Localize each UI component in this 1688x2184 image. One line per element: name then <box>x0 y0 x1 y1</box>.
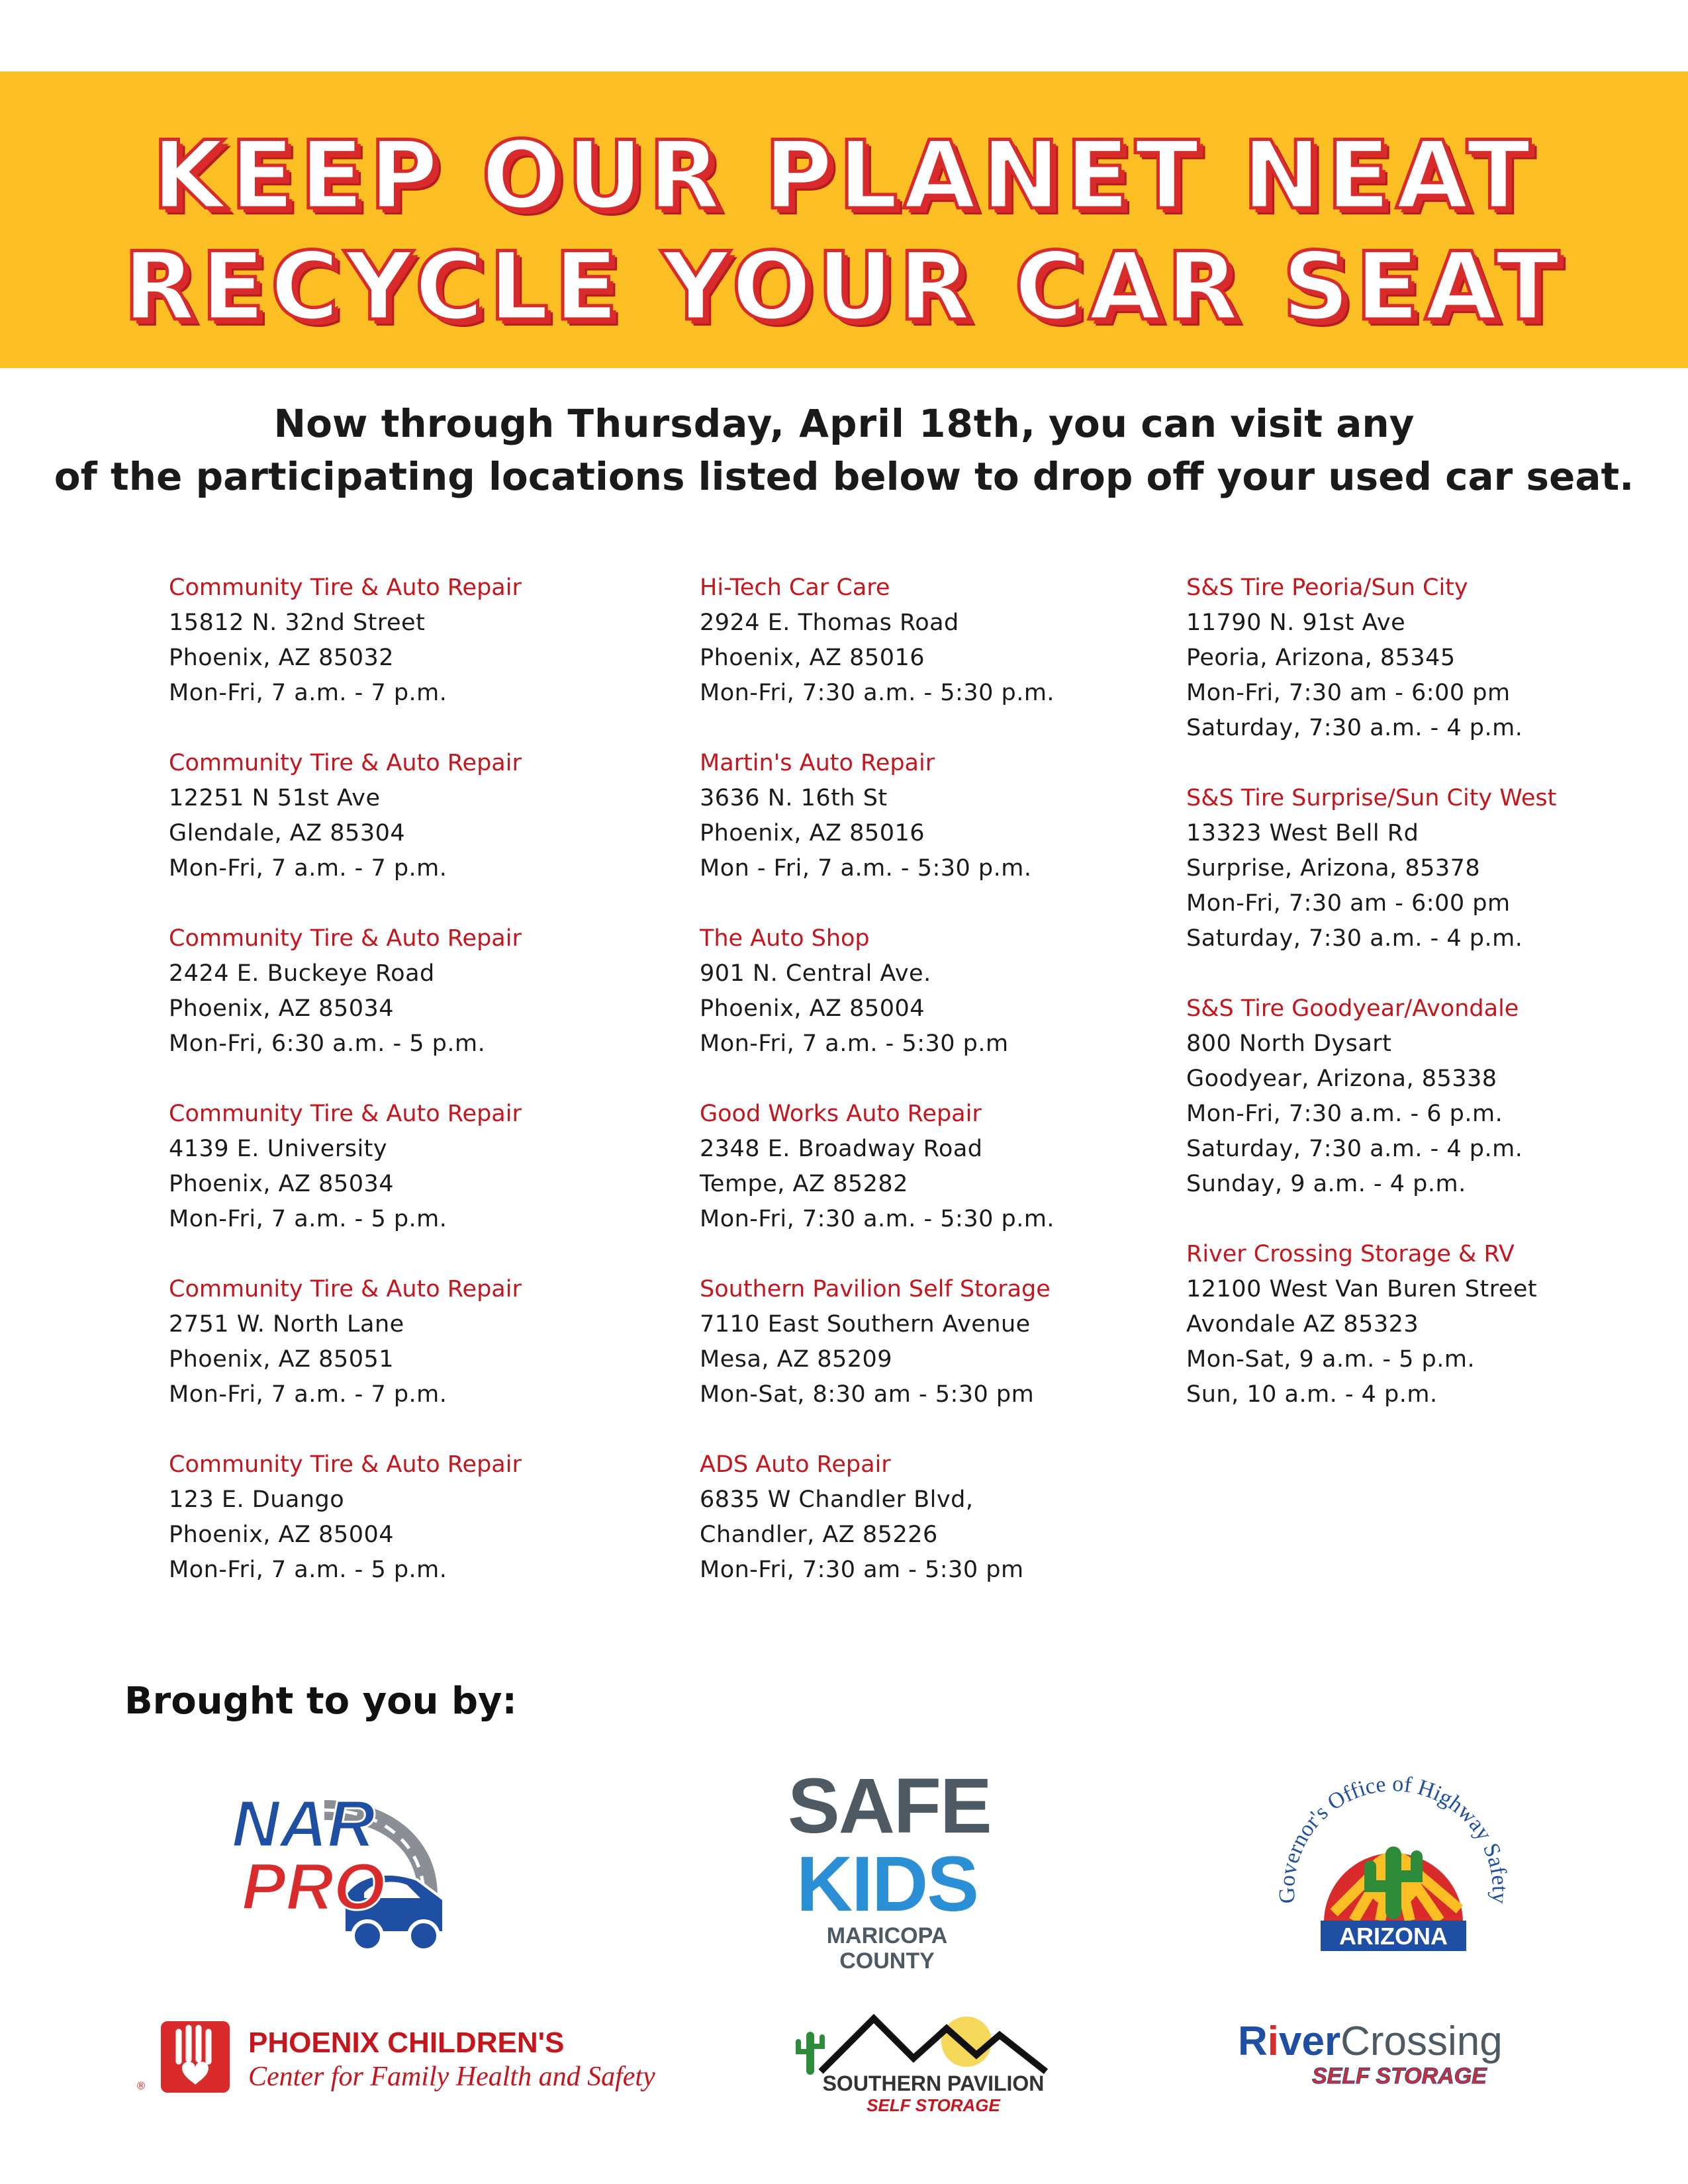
location-city: Phoenix, AZ 85034 <box>169 1171 394 1197</box>
location-address: 901 N. Central Ave. <box>700 960 931 987</box>
location-address: 2751 W. North Lane <box>169 1311 404 1338</box>
location-name: Community Tire & Auto Repair <box>169 1276 522 1302</box>
river-crossing-logo <box>1238 2019 1549 2098</box>
location-name: S&S Tire Surprise/Sun City West <box>1186 785 1557 811</box>
banner-line-1: KEEP OUR PLANET NEAT <box>152 121 1536 230</box>
safekids-county: COUNTY <box>839 1948 935 1974</box>
southern-pavilion-subtitle: SELF STORAGE <box>867 2095 1000 2115</box>
location-hours: Saturday, 7:30 a.m. - 4 p.m. <box>1186 1136 1523 1162</box>
location-address: 7110 East Southern Avenue <box>700 1311 1031 1338</box>
location-entry <box>169 1272 522 1412</box>
narpro-logo <box>225 1774 463 1972</box>
location-address: 12100 West Van Buren Street <box>1186 1276 1538 1302</box>
location-address: 3636 N. 16th St <box>700 785 888 811</box>
river-crossing-text: Crossing <box>1340 2019 1503 2064</box>
location-address: 800 North Dysart <box>1186 1030 1392 1057</box>
location-entry <box>1186 570 1556 746</box>
location-hours: Mon - Fri, 7 a.m. - 5:30 p.m. <box>700 855 1032 882</box>
location-city: Phoenix, AZ 85032 <box>169 645 394 671</box>
narpro-text-nar: NAR <box>232 1787 375 1861</box>
highway-safety-ring-text: Governor's Office of Highway Safety <box>1274 1771 1513 1905</box>
location-entry <box>700 921 1055 1062</box>
location-hours: Mon-Fri, 7:30 am - 5:30 pm <box>700 1557 1024 1583</box>
location-name: Hi-Tech Car Care <box>700 574 890 601</box>
location-name: Southern Pavilion Self Storage <box>700 1276 1051 1302</box>
river-letter-i: i <box>1267 2019 1280 2064</box>
location-entry <box>1186 781 1556 956</box>
banner-line-2: RECYCLE YOUR CAR SEAT <box>123 232 1565 341</box>
location-entry <box>1186 991 1556 1202</box>
phoenix-childrens-name: PHOENIX CHILDREN'S <box>248 2026 565 2059</box>
intro-text <box>0 397 1688 503</box>
intro-line-1 <box>0 397 1688 450</box>
location-name: Community Tire & Auto Repair <box>169 1101 522 1127</box>
river-crossing-wordmark <box>1238 2019 1503 2065</box>
location-address: 4139 E. University <box>169 1136 388 1162</box>
safekids-safe: SAFE <box>788 1762 991 1850</box>
location-city: Goodyear, Arizona, 85338 <box>1186 1066 1497 1092</box>
locations-column-2 <box>700 570 1055 1623</box>
location-name: River Crossing Storage & RV <box>1186 1241 1515 1267</box>
location-city: Phoenix, AZ 85051 <box>169 1346 394 1373</box>
location-entry <box>169 1097 522 1237</box>
location-address: 6835 W Chandler Blvd, <box>700 1486 974 1513</box>
location-hours: Mon-Fri, 7 a.m. - 5 p.m. <box>169 1206 447 1232</box>
mountain-sun-icon <box>794 2005 1072 2078</box>
location-name: Good Works Auto Repair <box>700 1101 982 1127</box>
intro-prefix: Now through <box>273 401 568 446</box>
location-address: 15812 N. 32nd Street <box>169 610 426 636</box>
location-name: S&S Tire Peoria/Sun City <box>1186 574 1468 601</box>
narpro-road-car-icon <box>225 1774 463 1972</box>
location-city: Phoenix, AZ 85034 <box>169 995 394 1022</box>
phoenix-childrens-logo <box>136 2019 718 2098</box>
arizona-text: ARIZONA <box>1339 1923 1448 1950</box>
location-entry <box>700 746 1055 886</box>
location-city: Peoria, Arizona, 85345 <box>1186 645 1456 671</box>
river-letters-ver: ver <box>1279 2019 1341 2064</box>
intro-suffix: , you can visit any <box>1020 401 1415 446</box>
phoenix-childrens-subtitle: Center for Family Health and Safety <box>248 2062 655 2092</box>
location-entry <box>700 1447 1055 1588</box>
location-hours: Sunday, 9 a.m. - 4 p.m. <box>1186 1171 1466 1197</box>
location-name: ADS Auto Repair <box>700 1451 891 1478</box>
intro-line-2: of the participating locations listed below to drop off your used car seat. <box>54 454 1634 499</box>
location-entry <box>169 746 522 886</box>
location-hours: Mon-Fri, 7:30 a.m. - 6 p.m. <box>1186 1101 1503 1127</box>
hand-heart-icon <box>156 2019 235 2098</box>
location-entry <box>1186 1237 1556 1412</box>
location-name: Community Tire & Auto Repair <box>169 574 522 601</box>
location-city: Tempe, AZ 85282 <box>700 1171 908 1197</box>
location-hours: Mon-Fri, 7 a.m. - 5 p.m. <box>169 1557 447 1583</box>
location-name: Community Tire & Auto Repair <box>169 925 522 952</box>
location-entry <box>700 1272 1055 1412</box>
title-banner <box>0 71 1688 368</box>
location-hours: Mon-Fri, 7:30 a.m. - 5:30 p.m. <box>700 1206 1055 1232</box>
sponsors-heading: Brought to you by: <box>124 1680 517 1723</box>
location-city: Avondale AZ 85323 <box>1186 1311 1419 1338</box>
location-hours: Saturday, 7:30 a.m. - 4 p.m. <box>1186 925 1523 952</box>
location-entry <box>169 570 522 711</box>
location-hours: Mon-Fri, 7 a.m. - 5:30 p.m <box>700 1030 1009 1057</box>
location-hours: Saturday, 7:30 a.m. - 4 p.m. <box>1186 715 1523 741</box>
location-city: Surprise, Arizona, 85378 <box>1186 855 1481 882</box>
location-address: 12251 N 51st Ave <box>169 785 381 811</box>
location-hours: Mon-Fri, 7:30 am - 6:00 pm <box>1186 680 1511 706</box>
location-entry <box>700 1097 1055 1237</box>
location-address: 123 E. Duango <box>169 1486 345 1513</box>
safekids-logo <box>788 1762 991 1979</box>
location-address: 2924 E. Thomas Road <box>700 610 959 636</box>
location-hours: Mon-Fri, 7 a.m. - 7 p.m. <box>169 680 447 706</box>
location-name: The Auto Shop <box>700 925 870 952</box>
location-city: Phoenix, AZ 85004 <box>169 1522 394 1548</box>
location-hours: Mon-Sat, 8:30 am - 5:30 pm <box>700 1381 1035 1408</box>
banner-title <box>0 120 1688 343</box>
narpro-text-pro: PRO <box>242 1850 385 1924</box>
location-address: 2424 E. Buckeye Road <box>169 960 435 987</box>
location-city: Phoenix, AZ 85016 <box>700 820 925 846</box>
location-city: Chandler, AZ 85226 <box>700 1522 938 1548</box>
highway-safety-logo <box>1261 1747 1526 1966</box>
locations-column-1 <box>169 570 522 1623</box>
safekids-maricopa: MARICOPA <box>826 1923 948 1948</box>
location-hours: Mon-Fri, 7 a.m. - 7 p.m. <box>169 855 447 882</box>
river-self-storage: SELF STORAGE <box>1312 2064 1487 2089</box>
southern-pavilion-name: SOUTHERN PAVILION <box>822 2071 1045 2095</box>
location-city: Phoenix, AZ 85016 <box>700 645 925 671</box>
arizona-seal-icon <box>1261 1747 1526 1966</box>
southern-pavilion-logo <box>794 2005 1072 2118</box>
location-address: 2348 E. Broadway Road <box>700 1136 983 1162</box>
location-name: Community Tire & Auto Repair <box>169 1451 522 1478</box>
location-hours: Mon-Fri, 6:30 a.m. - 5 p.m. <box>169 1030 486 1057</box>
location-address: 13323 West Bell Rd <box>1186 820 1419 846</box>
location-hours: Mon-Fri, 7:30 a.m. - 5:30 p.m. <box>700 680 1055 706</box>
location-name: S&S Tire Goodyear/Avondale <box>1186 995 1519 1022</box>
location-hours: Mon-Fri, 7:30 am - 6:00 pm <box>1186 890 1511 917</box>
location-city: Glendale, AZ 85304 <box>169 820 406 846</box>
location-entry <box>700 570 1055 711</box>
intro-date: Thursday, April 18th <box>567 401 1021 446</box>
location-city: Mesa, AZ 85209 <box>700 1346 893 1373</box>
location-entry <box>169 1447 522 1588</box>
locations-column-3 <box>1186 570 1556 1447</box>
location-address: 11790 N. 91st Ave <box>1186 610 1406 636</box>
location-hours: Mon-Sat, 9 a.m. - 5 p.m. <box>1186 1346 1476 1373</box>
location-hours: Sun, 10 a.m. - 4 p.m. <box>1186 1381 1438 1408</box>
location-name: Martin's Auto Repair <box>700 750 935 776</box>
registered-mark: ® <box>136 2079 146 2092</box>
river-letter-r: R <box>1238 2019 1268 2064</box>
location-city: Phoenix, AZ 85004 <box>700 995 925 1022</box>
safekids-kids: KIDS <box>796 1841 978 1928</box>
location-entry <box>169 921 522 1062</box>
location-hours: Mon-Fri, 7 a.m. - 7 p.m. <box>169 1381 447 1408</box>
location-name: Community Tire & Auto Repair <box>169 750 522 776</box>
